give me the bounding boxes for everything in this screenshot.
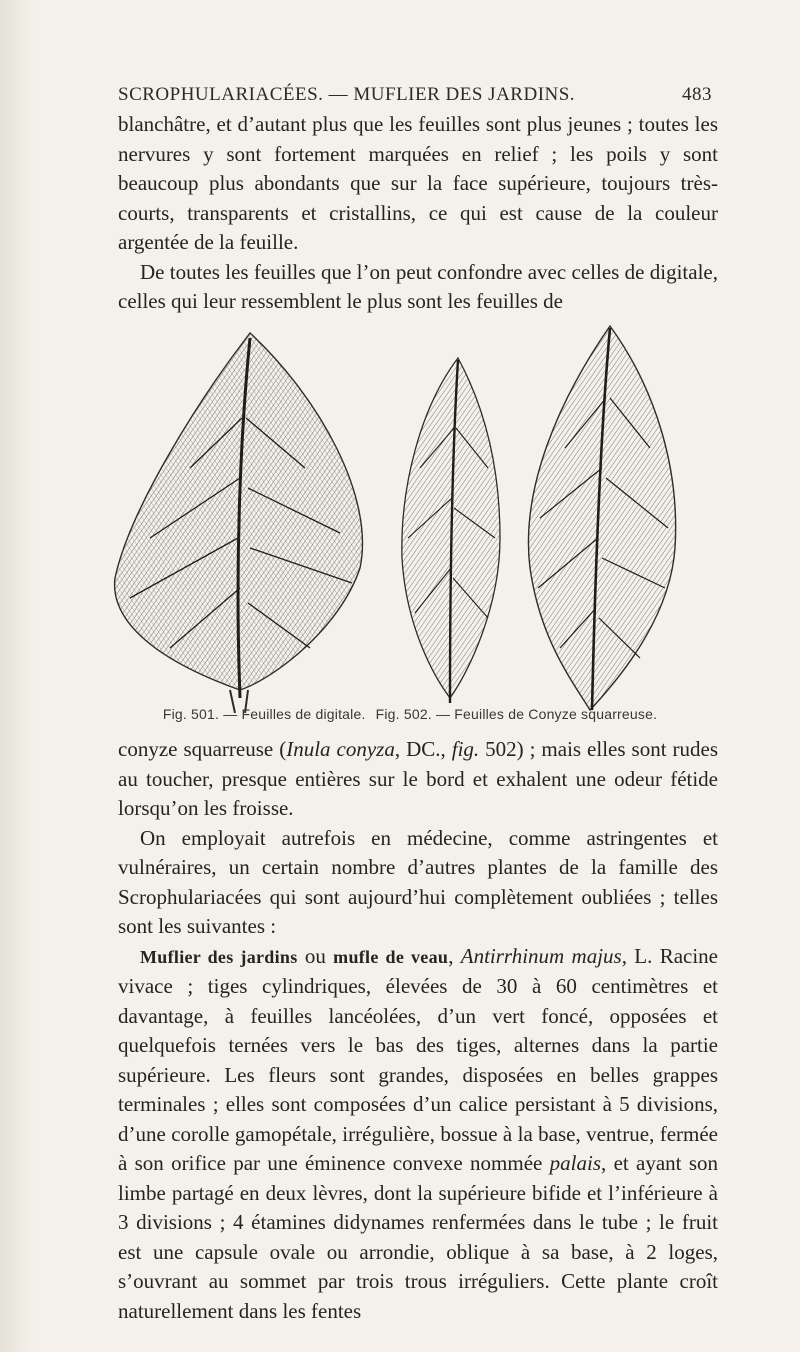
text-run: conyze squarreuse ( xyxy=(118,737,287,761)
fig-reference: fig. xyxy=(451,737,480,761)
paragraph-continuation: blanchâtre, et d’autant plus que les feuilles sont plus jeunes ; toutes les nervures y sont fortement marquées en relief ; les poils y sont beaucoup plus abondants que sur la face supérieure, toujours très-courts, transparents et cristallins, ce qui est cause de la couleur argentée de la feuille. xyxy=(118,112,718,254)
running-title: SCROPHULARIACÉES. — MUFLIER DES JARDINS. xyxy=(118,84,576,105)
figure-leaves xyxy=(90,318,730,713)
paragraph-medicine: On employait autrefois en médecine, comme astringentes et vulnéraires, un certain nombre d’autres plantes de la famille des Scrophulariacées qui sont aujourd’hui complètement oubliées ; telles sont les suivantes : xyxy=(118,825,718,938)
paragraph-comparison: De toutes les feuilles que l’on peut confondre avec celles de digitale, celles qui leur ressemblent le plus sont les feuilles de xyxy=(118,259,718,313)
page-gutter-shadow xyxy=(0,0,34,1352)
entry-heading-mufle: mufle de veau xyxy=(333,946,449,967)
paragraph-conyze xyxy=(118,735,718,824)
paragraph-muflier xyxy=(118,942,718,1327)
running-header xyxy=(118,84,712,106)
term-palais: palais xyxy=(549,1151,601,1175)
conyza-leaf-left-illustration xyxy=(402,358,500,703)
text-run: , et ayant son limbe partagé en deux lèvres, dont la supérieure bifide et l’inférieure à 3 divisions ; 4 étamines didynames renfermées dans le tube ; le fruit est une capsule ovale ou arrondie, oblique à sa base, à 2 loges, s’ouvrant au sommet par trois trous irréguliers. Cette plante croît naturellement dans les fentes xyxy=(118,1151,718,1323)
text-block-bottom xyxy=(118,735,718,1326)
text-run: , DC., xyxy=(394,737,452,761)
text-run: 502) ; mais elles sont rudes au toucher, presque entières sur le bord et exhalent une odeur fétide lorsqu’on les froisse. xyxy=(118,737,718,820)
text-run: ou xyxy=(297,943,334,968)
conyza-leaf-right-illustration xyxy=(528,326,675,710)
entry-heading-muflier: Muflier des jardins xyxy=(140,946,298,967)
text-block-top xyxy=(118,110,718,317)
page-number: 483 xyxy=(682,84,712,105)
text-run: , xyxy=(448,943,461,968)
text-run: , L. Racine vivace ; tiges cylindriques, élevées de 30 à 60 centimètres et davantage, à feuilles lancéolées, d’un vert foncé, opposées et quelquefois ternées vers le bas des tiges, alternes dans la partie supérieure. Les fleurs sont grandes, disposées en belles grappes terminales ; elles sont composées d’un calice persistant à 5 divisions, d’une corolle gamopétale, irrégulière, bossue à la base, ventrue, fermée à son orifice par une éminence convexe nommée xyxy=(118,943,719,1175)
digitalis-leaf-illustration xyxy=(115,333,363,713)
caption-fig-501: Fig. 501. — Feuilles de digitale. xyxy=(162,706,366,722)
figure-caption xyxy=(90,706,730,722)
species-name-antirrhinum: Antirrhinum majus xyxy=(460,943,622,968)
species-name-inula: Inula conyza xyxy=(286,737,395,761)
caption-fig-502: Fig. 502. — Feuilles de Conyze squarreuse. xyxy=(375,706,658,722)
